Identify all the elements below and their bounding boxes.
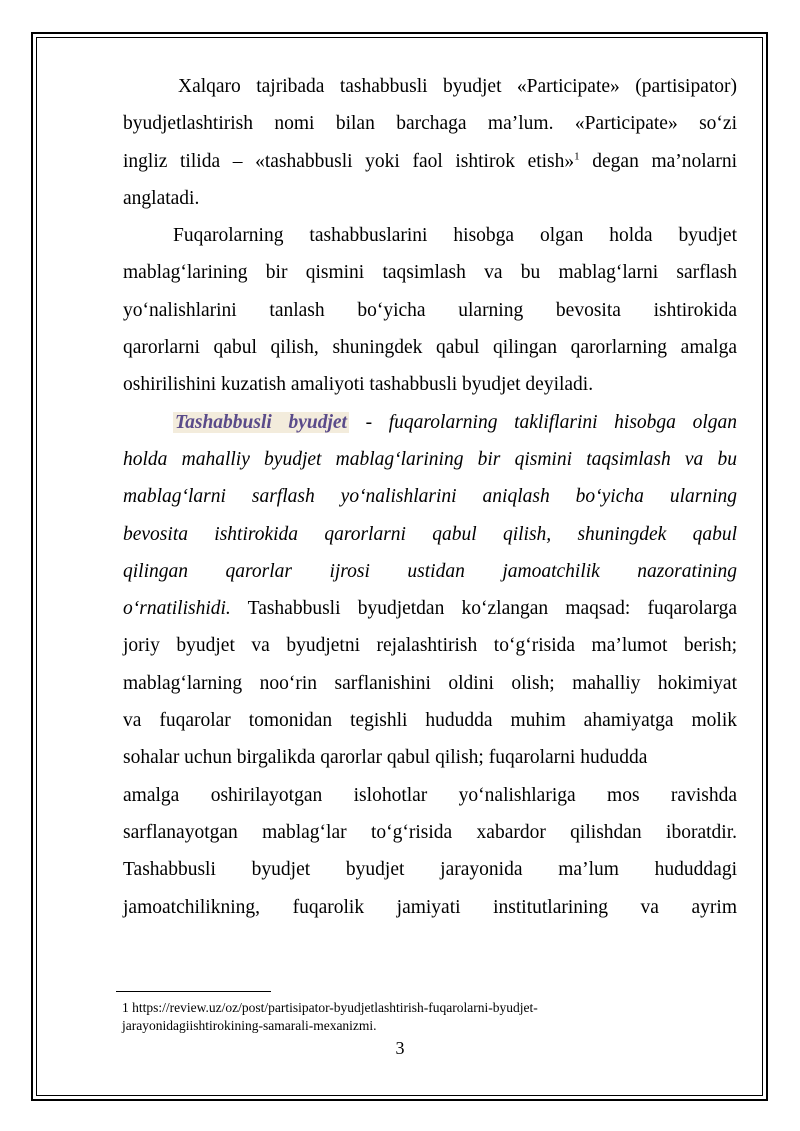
footnote-line: jarayonidagiishtirokining-samarali-mexanizmi. <box>122 1018 377 1033</box>
text-line: va fuqarolar tomonidan tegishli hududda muhim ahamiyatga molik <box>123 710 737 732</box>
text-line: mablag‘larni sarflash yo‘nalishlarini aniqlash bo‘yicha ularning <box>123 486 737 508</box>
text-line: jamoatchilikning, fuqarolik jamiyati institutlarining va ayrim <box>123 896 737 918</box>
text-line: oshirilishini kuzatish amaliyoti tashabbusli byudjet deyiladi. <box>123 374 594 396</box>
text-line: amalga oshirilayotgan islohotlar yo‘nalishlariga mos ravishda <box>123 784 737 806</box>
text-line: holda mahalliy byudjet mablag‘larining bir qismini taqsimlash va bu <box>123 448 737 470</box>
footnote-separator <box>116 991 271 992</box>
footnote-ref: 1 <box>574 150 580 163</box>
text-line: anglatadi. <box>123 187 200 209</box>
footnote <box>122 999 722 1035</box>
text-line: bevosita ishtirokida qarorlarni qabul qilish, shuningdek qabul <box>123 523 737 545</box>
text-line <box>123 590 737 627</box>
footnote-line: 1 https://review.uz/oz/post/partisipator-byudjetlashtirish-fuqarolarni-byudjet- <box>122 1000 538 1015</box>
text-segment: Tashabbusli byudjetdan ko‘zlangan maqsad: fuqarolarga <box>230 598 737 620</box>
highlighted-term: Tashabbusli byudjet <box>175 411 347 433</box>
page-number: 3 <box>395 1038 405 1058</box>
text-line: sarflanayotgan mablag‘lar to‘g‘risida xabardor qilishdan iboratdir. <box>123 821 737 843</box>
text-line <box>123 143 737 180</box>
text-segment: - fuqarolarning takliflarini hisobga olgan <box>348 411 737 433</box>
text-line: sohalar uchun birgalikda qarorlar qabul qilish; fuqarolarni hududda <box>123 747 648 769</box>
paragraph-2 <box>123 217 737 403</box>
text-segment: o‘rnatilishidi. <box>123 598 231 620</box>
text-line: Fuqarolarning tashabbuslarini hisobga olgan holda byudjet <box>173 225 737 247</box>
text-line: joriy byudjet va byudjetni rejalashtirish to‘g‘risida ma’lumot berish; <box>123 635 737 657</box>
text-line: mablag‘larning noo‘rin sarflanishini oldini olish; mahalliy hokimiyat <box>123 672 737 694</box>
text-line: Xalqaro tajribada tashabbusli byudjet «Participate» (partisipator) <box>178 76 737 97</box>
text-line <box>123 404 737 441</box>
text-line: yo‘nalishlarini tanlash bo‘yicha ularning bevosita ishtirokida <box>123 299 737 321</box>
text-line: Tashabbusli byudjet byudjet jarayonida ma’lum hududdagi <box>123 859 737 881</box>
text-segment: degan ma’nolarni <box>579 150 737 172</box>
text-segment: ingliz tilida – «tashabbusli yoki faol ishtirok etish» <box>123 150 575 172</box>
paragraph-1 <box>123 68 737 217</box>
text-line: qilingan qarorlar ijrosi ustidan jamoatchilik nazoratining <box>123 560 737 582</box>
text-line: mablag‘larining bir qismini taqsimlash va bu mablag‘larni sarflash <box>123 262 737 284</box>
text-line: qarorlarni qabul qilish, shuningdek qabul qilingan qarorlarning amalga <box>123 337 737 359</box>
text-line: byudjetlashtirish nomi bilan barchaga ma’lum. «Participate» so‘zi <box>123 113 737 135</box>
paragraph-3 <box>123 404 737 926</box>
document-body <box>123 68 737 926</box>
